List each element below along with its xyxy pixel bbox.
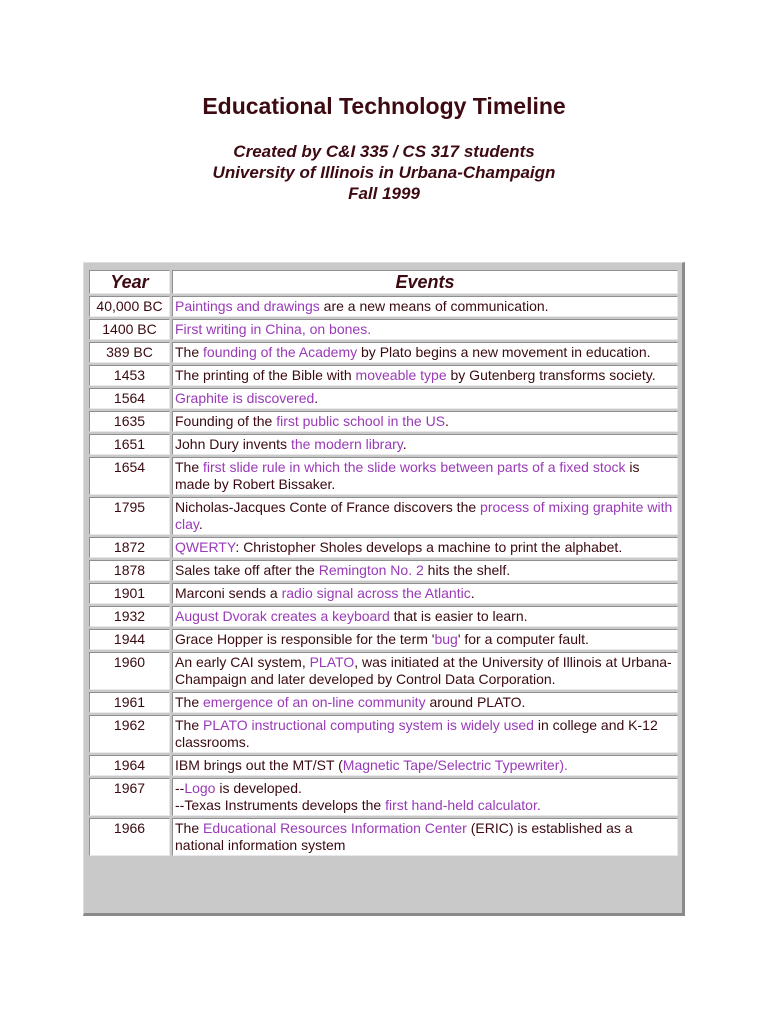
event-link[interactable]: Paintings and drawings [175, 298, 320, 314]
event-text: . [470, 585, 475, 601]
table-row [89, 692, 678, 713]
year-column-header: Year [89, 270, 170, 294]
event-cell [172, 457, 678, 495]
event-text: IBM brings out the MT/ST ( [175, 757, 343, 773]
event-link[interactable]: Remington No. 2 [318, 562, 424, 578]
event-text: around PLATO. [425, 694, 526, 710]
event-text: in college and K-12 classrooms. [175, 717, 658, 750]
event-text: The [175, 344, 204, 360]
event-link[interactable]: Logo [184, 780, 216, 796]
event-text: . [445, 413, 449, 429]
event-text: The [175, 694, 204, 710]
year-cell: 1635 [89, 411, 170, 432]
event-text: by Plato begins a new movement in education. [357, 344, 651, 360]
table-row [89, 629, 678, 650]
table-row [89, 342, 678, 363]
year-cell: 1966 [89, 818, 170, 856]
event-text: An early CAI system, [175, 654, 310, 670]
event-link[interactable]: PLATO instructional computing system is widely used [203, 717, 534, 733]
event-text: Sales take off after the [175, 562, 319, 578]
table-row [89, 818, 678, 856]
event-cell [172, 629, 678, 650]
year-cell: 1564 [89, 388, 170, 409]
subtitle-line-course: Created by C&I 335 / CS 317 students [233, 142, 535, 161]
event-link[interactable]: founding of the Academy [203, 344, 358, 360]
event-link[interactable]: process of mixing graphite with clay [175, 499, 673, 532]
event-cell [172, 319, 678, 340]
year-cell: 1961 [89, 692, 170, 713]
event-text: (ERIC) is established as a national information system [175, 820, 633, 853]
year-cell: 1944 [89, 629, 170, 650]
event-link[interactable]: emergence of an on-line community [203, 694, 426, 710]
event-cell [172, 652, 678, 690]
event-cell [172, 818, 678, 856]
event-text: are a new means of communication. [319, 298, 549, 314]
timeline-table [87, 268, 680, 858]
year-cell: 1967 [89, 778, 170, 816]
event-text: by Gutenberg transforms society. [446, 367, 656, 383]
event-text: Founding of the [175, 413, 277, 429]
event-text: is developed. [215, 780, 302, 796]
event-cell [172, 296, 678, 317]
year-cell: 1962 [89, 715, 170, 753]
table-row [89, 388, 678, 409]
year-cell: 1964 [89, 755, 170, 776]
event-link[interactable]: QWERTY [175, 539, 236, 555]
table-row [89, 652, 678, 690]
page-title: Educational Technology Timeline [202, 93, 566, 119]
subtitle-line-term: Fall 1999 [348, 184, 420, 203]
event-link[interactable]: first hand-held calculator. [385, 797, 541, 813]
event-link[interactable]: radio signal across the Atlantic [281, 585, 471, 601]
event-cell [172, 715, 678, 753]
event-link[interactable]: the modern library [290, 436, 403, 452]
year-cell: 1932 [89, 606, 170, 627]
event-link[interactable]: Educational Resources Information Center [203, 820, 467, 836]
event-text: . [314, 390, 319, 406]
event-text: The [175, 459, 204, 475]
event-text: The printing of the Bible with [175, 367, 356, 383]
event-text: -- [175, 780, 185, 796]
event-link[interactable]: Magnetic Tape/Selectric Typewriter). [342, 757, 568, 773]
event-cell [172, 755, 678, 776]
year-cell: 40,000 BC [89, 296, 170, 317]
event-link[interactable]: Graphite is discovered [175, 390, 315, 406]
table-row [89, 537, 678, 558]
event-cell [172, 411, 678, 432]
event-text: The [175, 820, 204, 836]
year-cell: 1651 [89, 434, 170, 455]
event-text: The [175, 717, 204, 733]
year-cell: 1795 [89, 497, 170, 535]
event-cell [172, 583, 678, 604]
subtitle-line-university: University of Illinois in Urbana-Champaign [212, 163, 556, 182]
event-text: Grace Hopper is responsible for the term ' [175, 631, 435, 647]
event-cell [172, 606, 678, 627]
table-row [89, 560, 678, 581]
event-link[interactable]: first slide rule in which the slide works between parts of a fixed stock [203, 459, 626, 475]
page-subtitle [0, 141, 768, 204]
events-column-header: Events [172, 270, 678, 294]
event-text: . [198, 516, 203, 532]
year-cell: 1654 [89, 457, 170, 495]
event-text: Nicholas-Jacques Conte of France discovers the [175, 499, 481, 515]
year-cell: 1400 BC [89, 319, 170, 340]
year-cell: 1960 [89, 652, 170, 690]
event-cell [172, 537, 678, 558]
year-cell: 1878 [89, 560, 170, 581]
event-text: ' for a computer fault. [457, 631, 589, 647]
event-link[interactable]: first public school in the US [276, 413, 446, 429]
table-row [89, 497, 678, 535]
table-row [89, 606, 678, 627]
event-text: hits the shelf. [423, 562, 511, 578]
event-link[interactable]: moveable type [355, 367, 447, 383]
table-row [89, 715, 678, 753]
event-cell [172, 434, 678, 455]
event-link[interactable]: August Dvorak creates a keyboard [175, 608, 390, 624]
year-cell: 389 BC [89, 342, 170, 363]
event-text: John Dury invents [175, 436, 291, 452]
event-text: . [402, 436, 407, 452]
timeline-table-frame [83, 262, 685, 916]
table-row [89, 457, 678, 495]
event-text: , was initiated at the University of Illinois at Urbana-Champaign and later developed by Control Data Corporation. [175, 654, 672, 687]
year-cell: 1901 [89, 583, 170, 604]
table-header-row [89, 270, 678, 294]
timeline-body [89, 296, 678, 856]
event-link[interactable]: bug [434, 631, 458, 647]
table-row [89, 778, 678, 816]
table-row [89, 434, 678, 455]
event-cell [172, 497, 678, 535]
table-row [89, 365, 678, 386]
event-link[interactable]: PLATO [309, 654, 355, 670]
event-cell [172, 342, 678, 363]
event-text: Marconi sends a [175, 585, 282, 601]
event-text: that is easier to learn. [389, 608, 528, 624]
event-text: is made by Robert Bissaker. [175, 459, 640, 492]
table-row [89, 583, 678, 604]
event-text: : Christopher Sholes develops a machine to print the alphabet. [235, 539, 623, 555]
year-cell: 1872 [89, 537, 170, 558]
event-cell [172, 560, 678, 581]
event-cell [172, 388, 678, 409]
event-cell [172, 692, 678, 713]
table-row [89, 411, 678, 432]
event-cell [172, 365, 678, 386]
table-row [89, 296, 678, 317]
table-row [89, 319, 678, 340]
year-cell: 1453 [89, 365, 170, 386]
event-link[interactable]: First writing in China, on bones. [175, 321, 372, 337]
event-text: --Texas Instruments develops the [175, 797, 386, 813]
event-cell [172, 778, 678, 816]
table-row [89, 755, 678, 776]
